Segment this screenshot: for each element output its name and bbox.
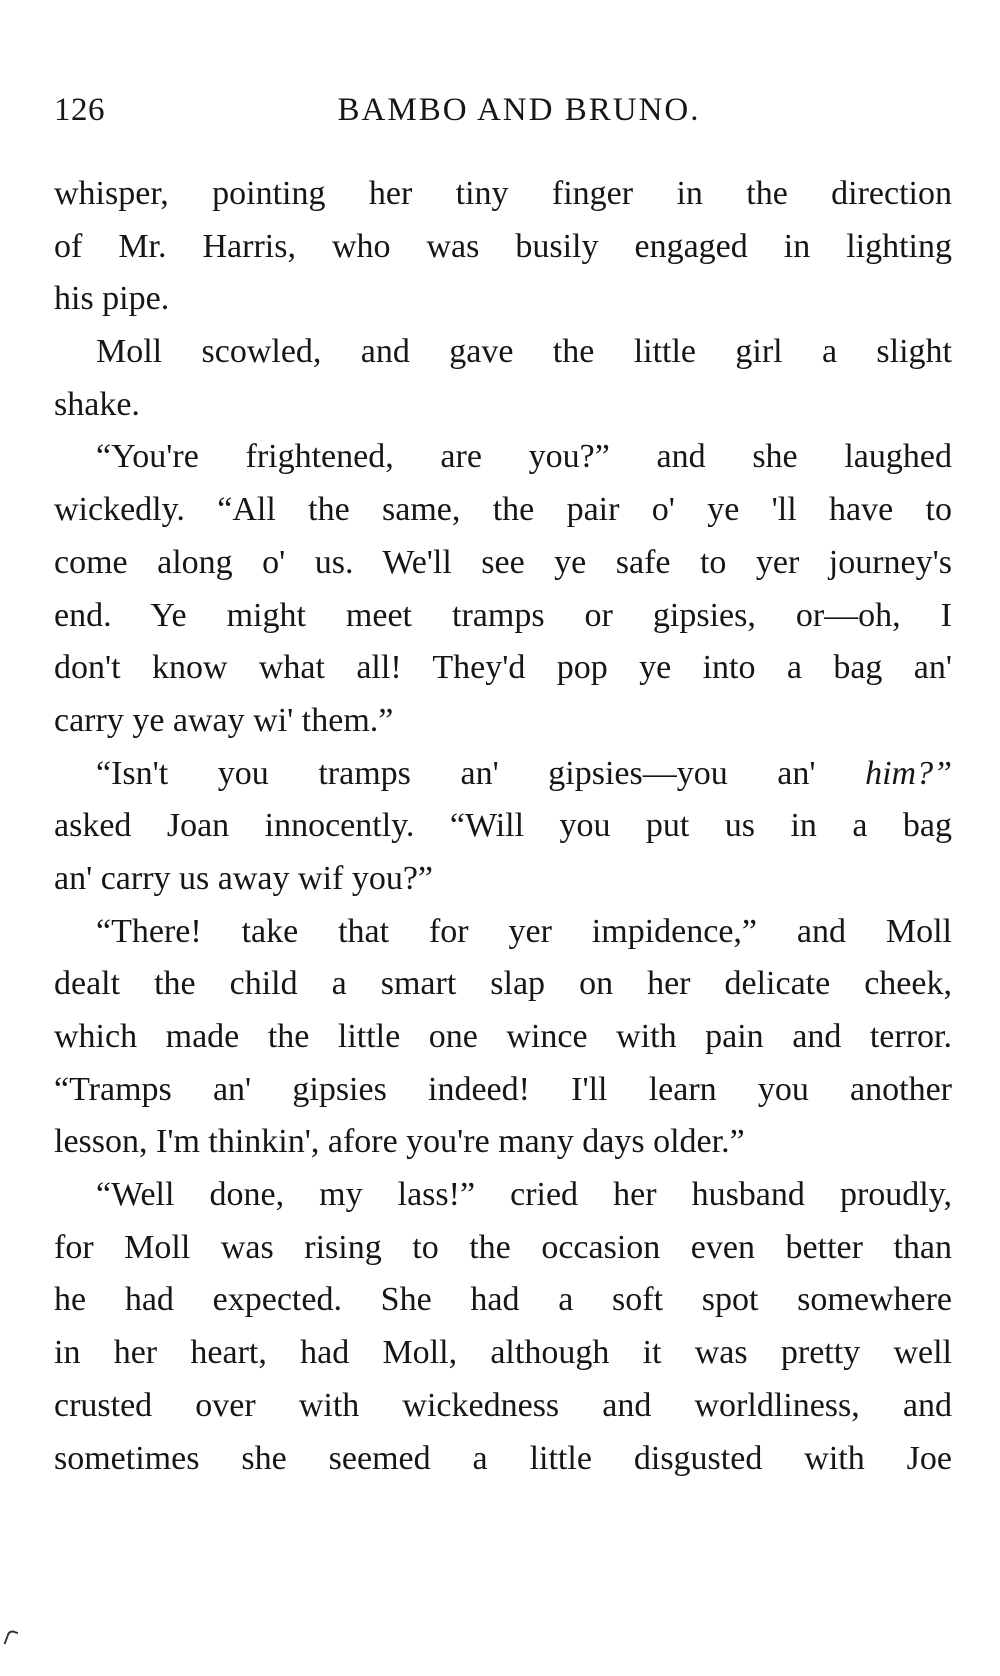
text-line: his pipe. [54,280,170,318]
text-line: he had expected. She had a soft spot somewhere [54,1281,952,1319]
text-line: come along o' us. We'll see ye safe to yer journey's [54,543,952,581]
text-line: don't know what all! They'd pop ye into a bag an' [54,649,952,687]
text-line: Moll scowled, and gave the little girl a slight [96,333,952,371]
text-line: lesson, I'm thinkin', afore you're many days older.” [54,1123,745,1161]
text-line-with-italic [54,748,952,801]
text-line: dealt the child a smart slap on her delicate cheek, [54,965,952,1003]
stray-ink-mark [4,1629,19,1647]
page-number: 126 [54,92,105,128]
text-line: in her heart, had Moll, although it was pretty well [54,1334,952,1372]
text-line: end. Ye might meet tramps or gipsies, or—oh, I [54,596,952,634]
running-title: BAMBO AND BRUNO. [337,92,701,128]
text-line: “You're frightened, are you?” and she laughed [96,438,952,476]
text-line: wickedly. “All the same, the pair o' ye 'll have to [54,491,952,529]
text-line: “Well done, my lass!” cried her husband proudly, [96,1176,952,1214]
text-segment: “Isn't you tramps an' gipsies—you an' [96,754,816,792]
text-line: of Mr. Harris, who was busily engaged in lighting [54,227,952,265]
page-header [54,92,954,140]
text-line: shake. [54,385,140,423]
text-line: whisper, pointing her tiny finger in the direction [54,175,952,212]
text-line: for Moll was rising to the occasion even better than [54,1228,952,1266]
text-line: asked Joan innocently. “Will you put us in a bag [54,807,952,845]
text-line: “There! take that for yer impidence,” and Moll [96,912,952,950]
text-line: sometimes she seemed a little disgusted with Joe [54,1439,952,1477]
text-line: an' carry us away wif you?” [54,859,434,897]
text-line: carry ye away wi' them.” [54,701,394,739]
italic-word: him?” [865,754,952,792]
text-line: which made the little one wince with pain and terror. [54,1018,952,1055]
body-text [54,168,952,1485]
text-line: “Tramps an' gipsies indeed! I'll learn you another [54,1070,952,1108]
text-line: crusted over with wickedness and worldliness, and [54,1386,952,1424]
